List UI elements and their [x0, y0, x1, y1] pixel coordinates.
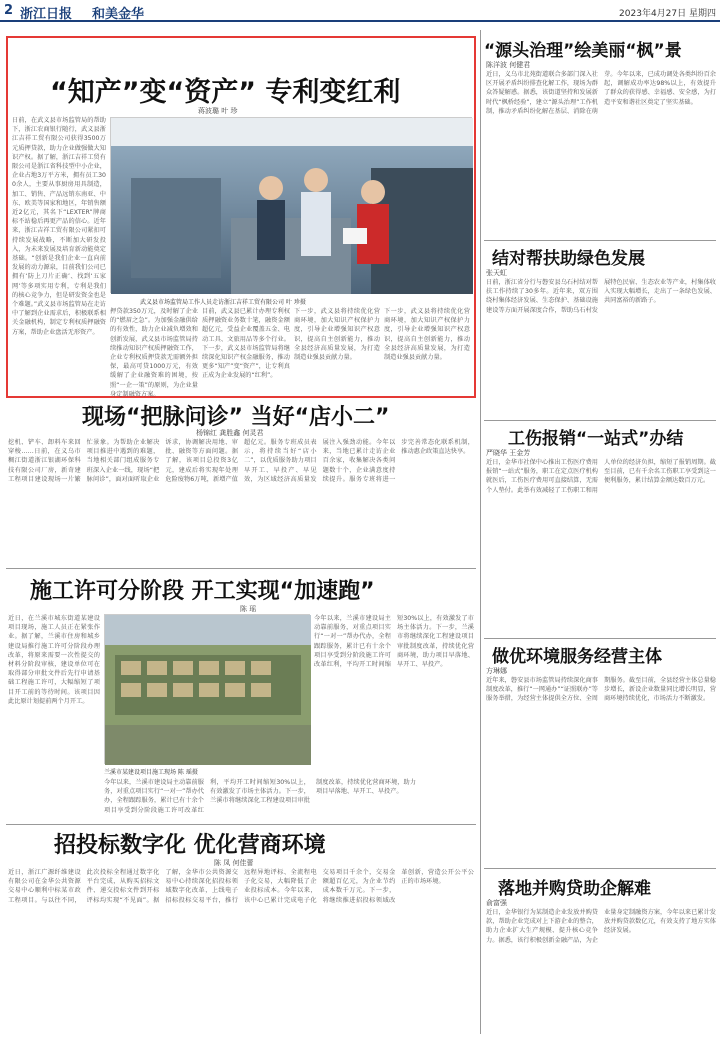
sidebar4-body: 近年来，磐安县市场监管局持续深化商事制度改革，推行“一网通办”“证照联办”等服务举措，为经营主体提供全方位、全周期服务。截至目前，全县经营主体总量稳步增长，新设企业数量同比增长明显，营商环境持续优化，市场活力不断激发。 — [486, 677, 716, 703]
article4-body: 近日，浙江广源纤维建设有限公司在金华公共资源交易中心顺利中标某市政工程项目。与以往不同，此次投标全程通过数字化平台完成，从购买招标文件、递交投标文件到开标评标均实现“不见面”。据了解，金华市公共资源交易中心持续深化招投标领域数字化改革，上线电子招标投标交易平台，推行远程异地评标、全流程电子化交易，大幅降低了企业投标成本。今年以来，该中心已累计完成电子化交易项目千余个，交易金额超百亿元，为企业节约成本数千万元。下一步，将继续推进招投标领域改革创新，营造公开公平公正的市场环境。 — [8, 869, 474, 904]
masthead — [0, 0, 720, 22]
article1-body-col2: 押贷款350万元，及时解了企业的“燃眉之急”。为加强金融供给的有效性，助力企业减负增效和创新发展，武义县市场监管局持续推动知识产权质押融资工作，企业专利权质押贷款无需额外担保，最高可贷1000万元，有效缓解了企业融资难的困境，按照“一企一策”的原则，为企业量身定制融资方案。 — [110, 308, 198, 398]
article3-title[interactable]: 施工许可分阶段 开工实现“加速跑” — [30, 579, 375, 604]
sidebar3-title[interactable]: 工伤报销“一站式”办结 — [508, 429, 684, 449]
article2-body: 挖机、铲车、卸料车来回穿梭……日前，在义乌市稠江街道浙江银湖环保科技有限公司厂房，新奇建工程项目建设现场一片繁忙景象。为帮助企业解决项目推进中遇到的难题，当地相关部门组成服务专班深入企业一线，现场“把脉问诊”，面对面听取企业诉求，协调解决用地、审批、融资等方面问题。据了解，该项目总投资3亿元，建成后将实现年处理危险废物6万吨，新增产值超亿元。服务专班成员表示，将持续当好“店小二”，以优质服务助力项目早开工、早投产、早见效，为区域经济高质量发展注入强劲动能。今年以来，当地已累计走访企业百余家，收集解决各类问题数十个，企业满意度持续提升。服务专班将进一步完善常态化联系机制，推动惠企政策直达快享。 — [8, 439, 474, 483]
article3-body-bottom: 今年以来，兰溪市建设局主动靠前服务，对重点项目实行“一对一”帮办代办，全程跟踪服务，累计已有十余个项目享受到分阶段施工许可改革红利，平均开工时间缩短30%以上，有效激发了市场主体活力。下一步，兰溪市将继续深化工程建设项目审批制度改革，持续优化营商环境，助力项目早落地、早开工、早投产。 — [104, 779, 416, 814]
sidebar1-body: 近日，义乌市北苑街道联合多部门深入社区开展矛盾纠纷排查化解工作，现场为群众答疑解惑。据悉，该街道坚持和发展新时代“枫桥经验”，建立“源头治理”工作机制，推动矛盾纠纷化解在基层、消除在萌芽。今年以来，已成功调处各类纠纷百余起，调解成功率达98%以上，有效提升了群众的获得感、幸福感、安全感，为打造平安和谐社区奠定了坚实基础。 — [486, 71, 716, 115]
article1-body-col4: 下一步，武义县将持续优化营商环境，加大知识产权保护力度，引导企业增强知识产权意识，提高自主创新能力，推动全县经济高质量发展，为打造制造业强县贡献力量。 — [294, 308, 380, 362]
sidebar3-byline: 严晓华 王金芳 — [486, 449, 531, 457]
issue-date: 2023年4月27日 星期四 — [619, 9, 716, 19]
article3-body-right: 今年以来，兰溪市建设局主动靠前服务，对重点项目实行“一对一”帮办代办，全程跟踪服务，累计已有十余个项目享受到分阶段施工许可改革红利，平均开工时间缩短30%以上，有效激发了市场主体活力。下一步，兰溪市将继续深化工程建设项目审批制度改革，持续优化营商环境，助力项目早落地、早开工、早投产。 — [314, 615, 474, 669]
section-name: 和美金华 — [92, 7, 145, 22]
article1-body-col5: 下一步，武义县将持续优化营商环境，加大知识产权保护力度，引导企业增强知识产权意识，提高自主创新能力，推动全县经济高质量发展，为打造制造业强县贡献力量。 — [384, 308, 470, 362]
column-divider — [480, 30, 481, 1034]
newspaper-name: 浙江日报 — [20, 7, 73, 22]
page-number: 2 — [4, 3, 14, 18]
divider — [484, 868, 716, 869]
article3-caption: 兰溪市某建设项目施工现场 陈 瑶摄 — [104, 769, 198, 776]
article3-photo — [104, 614, 310, 764]
sidebar5-body: 近日，金华银行为某制造企业发放并购贷款，帮助企业完成对上下游企业的整合，助力企业扩大生产规模、提升核心竞争力。据悉，该行积极创新金融产品，为企业量身定制融资方案，今年以来已累计发放并购贷款数亿元，有效支持了地方实体经济发展。 — [486, 909, 716, 944]
article4-byline: 陈 凤 何佳蕾 — [214, 859, 254, 867]
factory-meeting-image — [111, 118, 473, 294]
article1-title[interactable]: “知产”变“资产” 专利变红利 — [50, 77, 401, 108]
divider — [6, 824, 476, 825]
article3-body-left: 近日，在兰溪市城东街道某建设项目现场，施工人员正在紧张作业。据了解，兰溪市住房和城乡建设局推行施工许可分阶段办理改革，将原来需要一次性提交的材料分阶段审核，建设单位可在取得部分审批文件后先行申请基础工程施工许可，大幅缩短了项目开工前的等待时间。该项目因此比原计划提前两个月开工。 — [8, 615, 100, 705]
sidebar1-byline: 陈洋波 何健君 — [486, 61, 531, 69]
sidebar4-title[interactable]: 做优环境服务经营主体 — [492, 647, 662, 667]
divider — [484, 420, 716, 421]
sidebar1-title[interactable]: “源头治理”绘美丽“枫”景 — [484, 41, 682, 61]
article1-byline: 蒋波璐 叶 珍 — [198, 107, 238, 115]
sidebar5-byline: 俞富强 — [486, 899, 507, 907]
sidebar2-title[interactable]: 结对帮扶助绿色发展 — [492, 249, 645, 269]
article4-title[interactable]: 招投标数字化 优化营商环境 — [54, 833, 326, 858]
article2-byline: 杨锦红 龚胜鑫 何灵君 — [196, 429, 264, 437]
construction-site-image — [105, 615, 311, 765]
article1-body-col3: 目前，武义县已累计办理专利权质押融资业务数十笔，融资金额超亿元，受益企业覆盖五金、电动工具、文旅用品等多个行业。下一步，武义县市场监管局将继续深化知识产权金融服务，推动更多“知产”变“资产”，让专利真正成为企业发展的“红利”。 — [202, 308, 290, 380]
sidebar4-byline: 方琳娜 — [486, 667, 507, 675]
divider — [484, 638, 716, 639]
article1-photo — [110, 117, 472, 293]
divider — [484, 240, 716, 241]
sidebar5-title[interactable]: 落地并购贷助企解难 — [498, 879, 651, 899]
divider — [6, 568, 476, 569]
sidebar3-body: 近日，金华市社保中心推出工伤医疗费用报销“一站式”服务，职工在定点医疗机构就医后，工伤医疗费用可直接结算，无需个人垫付。此举有效减轻了工伤职工和用人单位的经济负担，缩短了报销周期。截至目前，已有千余名工伤职工享受到这一便利服务，累计结算金额达数百万元。 — [486, 459, 716, 494]
sidebar2-body: 日前，浙江省分行与磐安县乌石村结对帮扶工作持续了30多年。近年来，双方围绕村集体经济发展、生态保护、基础设施建设等方面开展深度合作，帮助乌石村发展特色民宿、生态农业等产业，村集体收入实现大幅增长，走出了一条绿色发展、共同富裕的新路子。 — [486, 279, 716, 314]
sidebar2-byline: 张天虹 — [486, 269, 507, 277]
article3-byline: 陈 瑶 — [240, 605, 257, 613]
article1-body-left: 日前，在武义县市场监管局的帮助下，浙江农商银行随行，武义县浙江吉祥工贸有限公司获得3500万元质押贷款，助力企业做强做大知识产权。据了解，浙江吉祥工贸有限公司是浙江省科技型中小企业，企业占地3万平方米，拥有员工300余人，主要从事厨房用具制造，加工、销售、产品远销东南亚、中东、欧美等国家和地区，年销售额近2亿元，其名下“LEXTER”牌商标不站稳后再更产品的信心。近年来，浙江吉祥工贸有限公司紧扣可持续发展战略，不断加大研发投入，为未来发展及培育新动能奠定基础。“创新是我们企业一直向前发展的动力源泉，目前我们公司已拥有‘防上刀片正确’、找到‘五家网’等多项实用专利，专利是我们的核心竞争力，但是研发资金也是个难题。”武义县市场监管局在走访中了解到企业需求后，积极联系相关金融机构，制定专利权质押融资方案，帮助企业盘活无形资产。 — [12, 117, 106, 336]
article1-caption: 武义县市场监管局工作人员走访浙江吉祥工贸有限公司 叶 珍摄 — [140, 299, 306, 306]
article2-title[interactable]: 现场“把脉问诊” 当好“店小二” — [82, 405, 390, 430]
